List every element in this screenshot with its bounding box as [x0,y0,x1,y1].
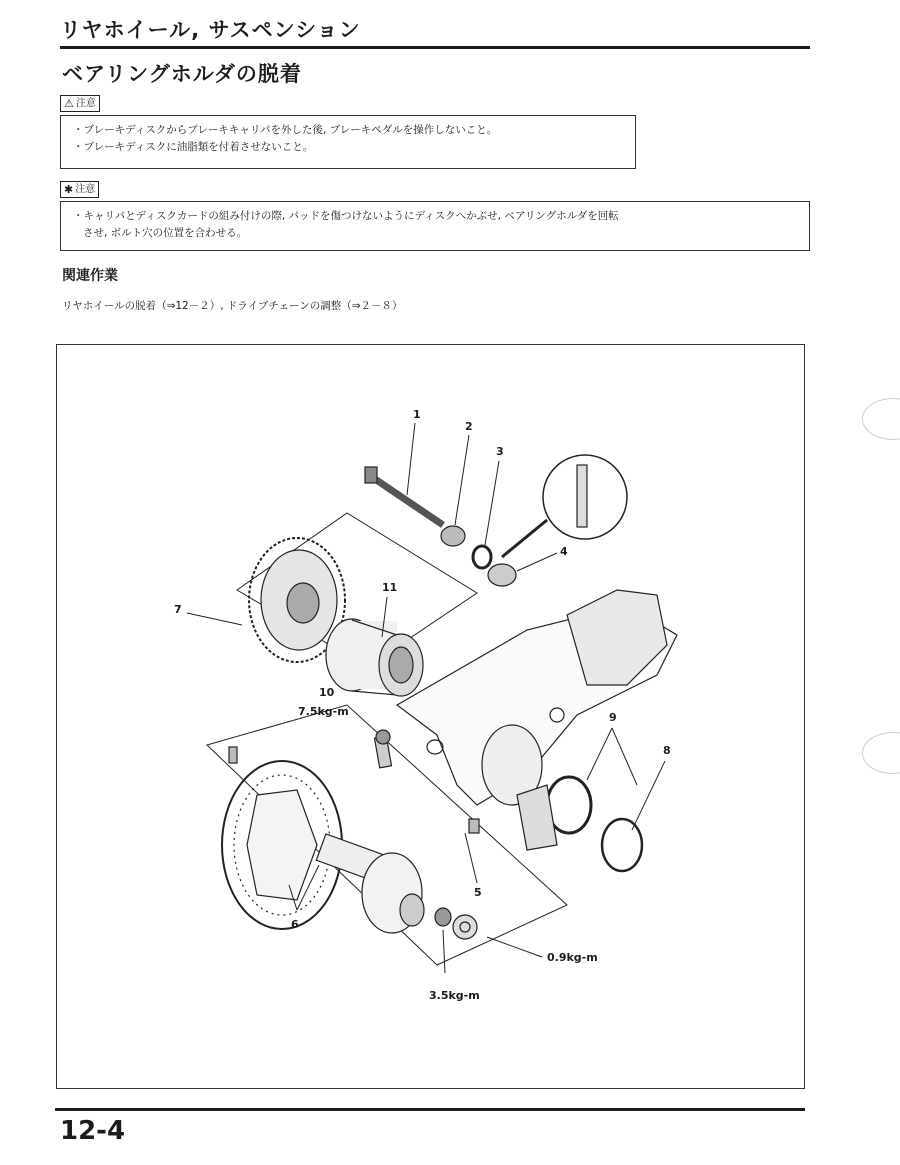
callout-8: 8 [663,744,671,757]
related-heading: 関連作業 [62,268,118,284]
caution-tag [60,95,100,112]
warning-triangle-icon: ⚠ [64,97,74,110]
callout-9: 9 [609,711,617,724]
footer-rule [55,1108,805,1111]
caution-item: ・ブレーキディスクからブレーキキャリパを外した後, ブレーキペダルを操作しないこと。 [73,124,498,136]
page-number: 12-4 [60,1116,126,1146]
torque-label-bolt: 7.5kg-m [298,705,349,718]
note-line: ・キャリパとディスクカードの組み付けの際, パッドを傷つけないようにディスクへかぶせ, ベアリングホルダを回転 [73,210,619,222]
header-rule [60,46,810,49]
callout-3: 3 [496,445,504,458]
callout-1: 1 [413,408,421,421]
note-tag [60,181,99,198]
page-heading: ベアリングホルダの脱着 [62,62,302,86]
note-line: させ, ボルト穴の位置を合わせる。 [83,227,248,239]
callout-5: 5 [474,886,482,899]
callout-6: 6 [291,918,299,931]
callout-10: 10 [319,686,335,699]
scan-artifact [862,398,900,440]
note-box [60,201,810,251]
callout-2: 2 [465,420,473,433]
star-icon: ✱ [64,183,74,196]
related-text: リヤホイールの脱着（⇒12－２）, ドライブチェーンの調整（⇒２－８） [62,300,403,312]
torque-label-washer: 0.9kg-m [547,951,598,964]
note-label: 注意 [75,184,96,195]
torque-label-nut: 3.5kg-m [429,989,480,1002]
exploded-drawing [57,345,805,1089]
caution-item: ・ブレーキディスクに油脂類を付着させないこと。 [73,141,314,153]
caution-box [60,115,636,169]
exploded-diagram [56,344,805,1089]
caution-label: 注意 [75,98,96,109]
callout-11: 11 [382,581,398,594]
section-title: リヤホイール, サスペンション [60,18,361,42]
callout-4: 4 [560,545,568,558]
scan-artifact [862,732,900,774]
callout-7: 7 [174,603,182,616]
